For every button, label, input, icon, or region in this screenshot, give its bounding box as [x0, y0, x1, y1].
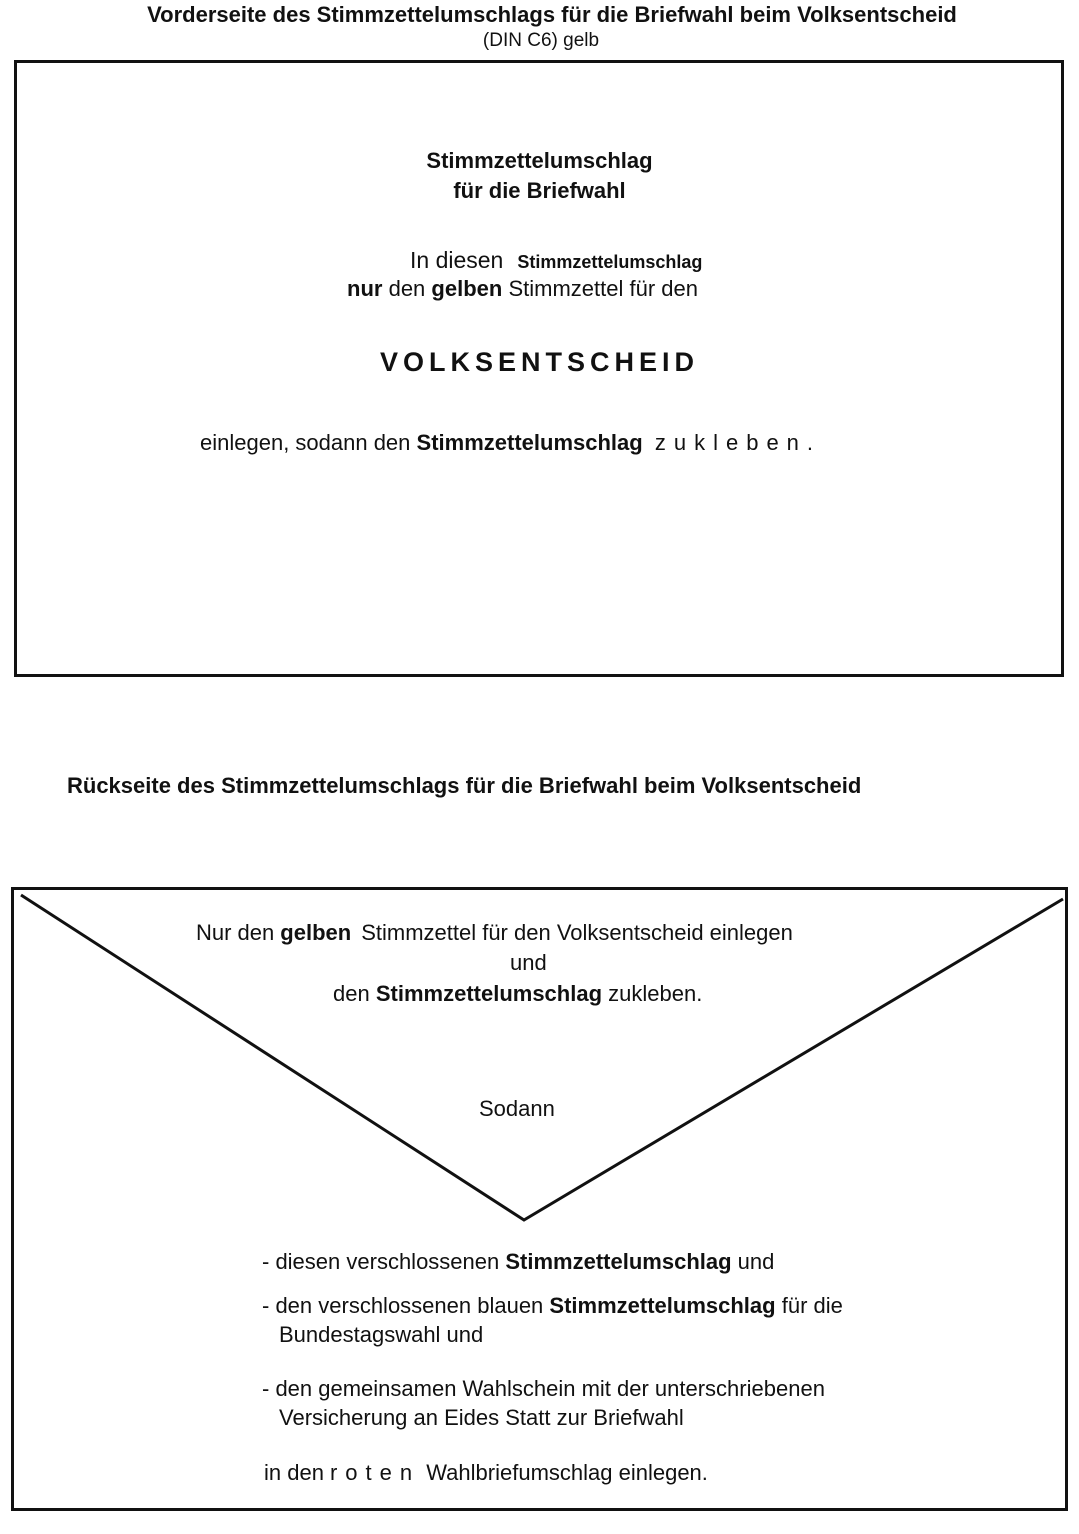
text-bold: Stimmzettelumschlag	[549, 1293, 776, 1318]
text: einlegen, sodann den	[200, 430, 411, 455]
back-instruction-line-1	[196, 920, 793, 946]
back-final-instruction	[264, 1460, 708, 1486]
text: für die	[781, 1293, 843, 1318]
text: den	[388, 276, 426, 301]
text: in den	[264, 1460, 324, 1485]
text-bold: nur	[347, 276, 383, 301]
front-instruction-line-2	[347, 276, 698, 302]
text: - diesen verschlossenen	[262, 1249, 500, 1274]
back-section-title: Rückseite des Stimmzettelumschlags für die Briefwahl beim Volksentscheid	[67, 773, 862, 798]
text: den	[333, 981, 370, 1006]
sodann-label: Sodann	[479, 1096, 555, 1121]
text: Wahlbriefumschlag einlegen.	[426, 1460, 708, 1485]
text-bold: Stimmzettelumschlag	[416, 430, 643, 455]
text: In diesen	[410, 247, 504, 273]
list-item	[262, 1374, 825, 1432]
text: Bundestagswahl und	[279, 1322, 484, 1347]
text-spaced: zukleben.	[654, 430, 822, 455]
text: Stimmzettel für den	[508, 276, 698, 301]
heading-line-1: Stimmzettelumschlag	[426, 148, 653, 173]
text-bold-small: Stimmzettelumschlag	[517, 252, 703, 272]
text-bold: gelben	[280, 920, 352, 945]
text: und	[737, 1249, 775, 1274]
front-section-subtitle: (DIN C6) gelb	[482, 30, 600, 51]
back-instruction-line-2: und	[510, 950, 547, 975]
text-spaced: roten	[329, 1460, 421, 1485]
text: zukleben.	[608, 981, 703, 1006]
text: - den verschlossenen blauen	[262, 1293, 544, 1318]
front-instruction-line-3	[200, 430, 821, 456]
back-instruction-line-3	[333, 981, 702, 1007]
text-bold: Stimmzettelumschlag	[505, 1249, 732, 1274]
front-instruction-line-1	[410, 247, 702, 274]
text-bold: gelben	[431, 276, 503, 301]
envelope-front-heading	[0, 146, 1079, 206]
text: Nur den	[196, 920, 275, 945]
list-item	[262, 1249, 774, 1275]
text: Stimmzettel für den Volksentscheid einlegen	[361, 920, 793, 945]
text-bold: Stimmzettelumschlag	[375, 981, 603, 1006]
list-item	[262, 1291, 843, 1349]
heading-line-2: für die Briefwahl	[453, 178, 626, 203]
front-section-title: Vorderseite des Stimmzettelumschlags für die Briefwahl beim Volksentscheid	[147, 2, 957, 27]
volksentscheid-heading: VOLKSENTSCHEID	[379, 347, 700, 377]
text: Versicherung an Eides Statt zur Briefwahl	[279, 1405, 684, 1430]
text: - den gemeinsamen Wahlschein mit der unterschriebenen	[262, 1376, 825, 1401]
